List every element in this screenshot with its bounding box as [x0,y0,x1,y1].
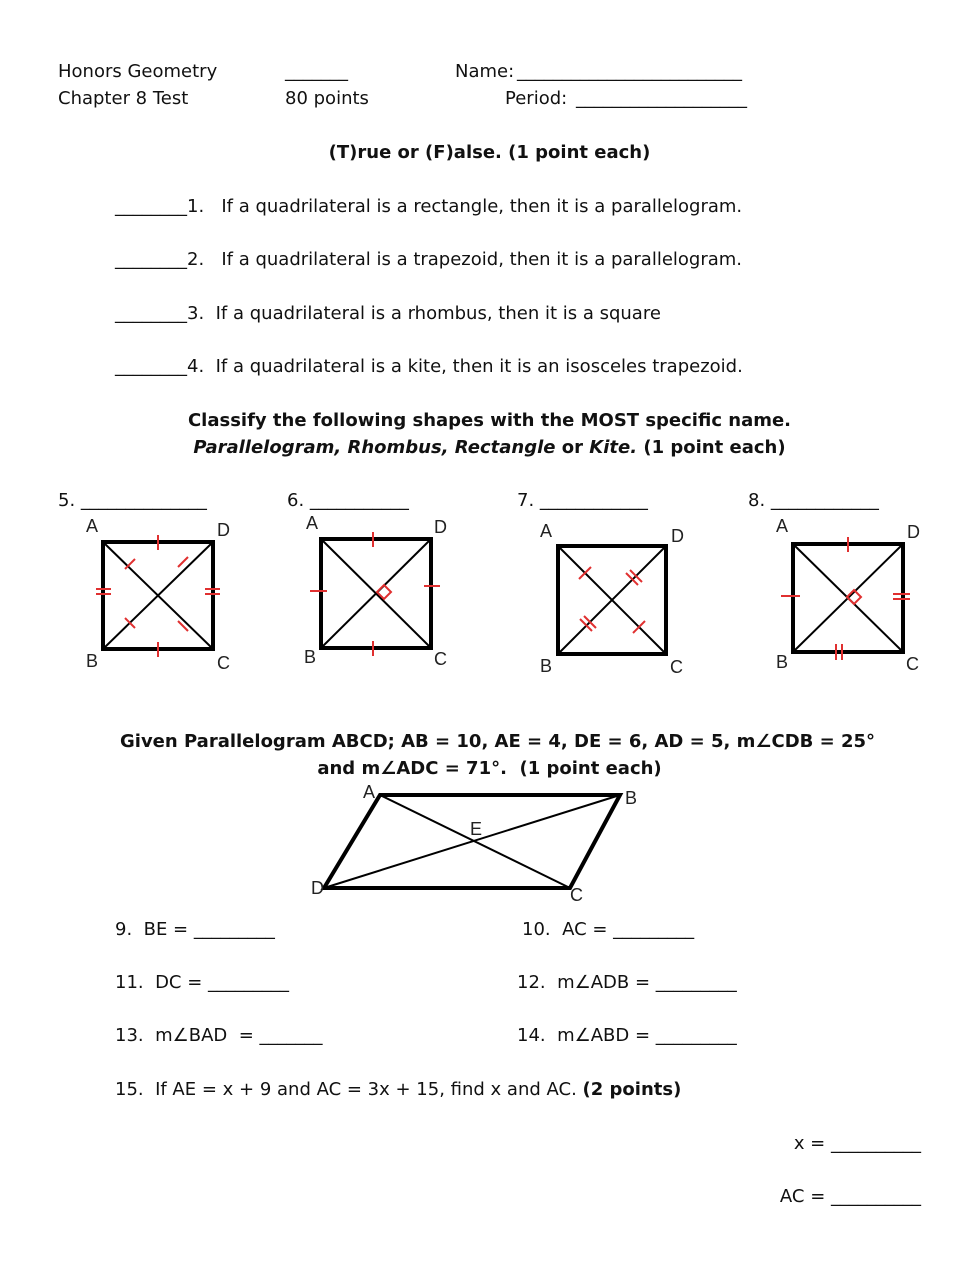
figure-6-diagram [300,505,460,675]
period-blank: ___________________ [576,88,747,109]
score-blank: _______ [285,61,348,82]
point-label-e: E [470,819,483,839]
answer-blank: ____________ [770,490,879,511]
tf-item-2 [115,249,742,270]
vertex-label-b: B [86,651,99,671]
tf-item-3 [115,303,661,324]
vertex-label-b: B [776,652,789,672]
tf-blank: ________ [115,249,187,270]
vertex-label-a: A [540,521,553,541]
tf-blank: ________ [115,196,187,217]
parallelogram-diagram [300,780,650,910]
question-11: 11. DC = _________ [115,972,290,993]
vertex-label-b: B [625,788,638,808]
item-number: 8. [748,490,766,511]
tf-blank: ________ [115,356,187,377]
item-number: 5. [58,490,76,511]
name-blank: _________________________ [517,61,742,82]
vertex-label-a: A [86,516,99,536]
figure-5-diagram [80,510,240,680]
given-line-1: Given Parallelogram ABCD; AB = 10, AE = 4, DE = 6, AD = 5, m∠CDB = 25° [120,731,876,752]
vertex-label-a: A [363,782,376,802]
course-title: Honors Geometry [58,61,218,82]
name-label: Name: [455,61,515,82]
figure-7-diagram [535,515,695,685]
classify-subheading [0,437,979,458]
vertex-label-c: C [906,654,919,674]
question-9: 9. BE = _________ [115,919,275,940]
question-15 [115,1079,681,1100]
question-13: 13. m∠BAD = _______ [115,1025,323,1046]
vertex-label-a: A [306,513,319,533]
vertex-label-d: D [311,878,324,898]
x-answer: x = __________ [793,1133,921,1154]
tf-text: 1. If a quadrilateral is a rectangle, then it is a parallelogram. [187,196,743,217]
test-title: Chapter 8 Test [58,88,189,109]
answer-blank: ____________ [539,490,648,511]
classify-heading: Classify the following shapes with the MOST specific name. [187,410,792,431]
question-10: 10. AC = _________ [522,919,695,940]
tf-item-1 [115,196,742,217]
figure-8-diagram [770,510,930,680]
classify-item-8 [748,490,879,511]
given-line-2: and m∠ADC = 71°. (1 point each) [317,758,662,779]
kite-option: Kite. [589,437,638,458]
answer-blank: ___________ [309,490,409,511]
tf-text: 2. If a quadrilateral is a trapezoid, then it is a parallelogram. [187,249,743,270]
vertex-label-c: C [217,653,230,673]
question-15-points: (2 points) [582,1079,682,1100]
shape-options: Parallelogram, Rhombus, Rectangle [193,437,556,458]
item-number: 7. [517,490,535,511]
vertex-label-d: D [217,520,230,540]
tf-item-4 [115,356,743,377]
classify-item-5 [58,490,207,511]
tf-blank: ________ [115,303,187,324]
points-note: (1 point each) [643,437,786,458]
vertex-label-d: D [671,526,684,546]
vertex-label-c: C [670,657,683,677]
question-12: 12. m∠ADB = _________ [517,972,737,993]
true-false-heading: (T)rue or (F)alse. (1 point each) [328,142,651,163]
question-15-text: 15. If AE = x + 9 and AC = 3x + 15, find x and AC. [115,1079,577,1100]
vertex-label-c: C [434,649,447,669]
vertex-label-c: C [570,885,583,905]
vertex-label-d: D [434,517,447,537]
vertex-label-d: D [907,522,920,542]
item-number: 6. [287,490,305,511]
vertex-label-a: A [776,516,789,536]
question-14: 14. m∠ABD = _________ [517,1025,737,1046]
vertex-label-b: B [304,647,317,667]
total-points: 80 points [285,88,369,109]
ac-answer: AC = __________ [779,1186,921,1207]
or-word: or [561,437,584,458]
tf-text: 4. If a quadrilateral is a kite, then it is an isosceles trapezoid. [187,356,743,377]
answer-blank: ______________ [80,490,207,511]
vertex-label-b: B [540,656,553,676]
period-label: Period: [505,88,568,109]
classify-item-7 [517,490,648,511]
tf-text: 3. If a quadrilateral is a rhombus, then it is a square [187,303,661,324]
